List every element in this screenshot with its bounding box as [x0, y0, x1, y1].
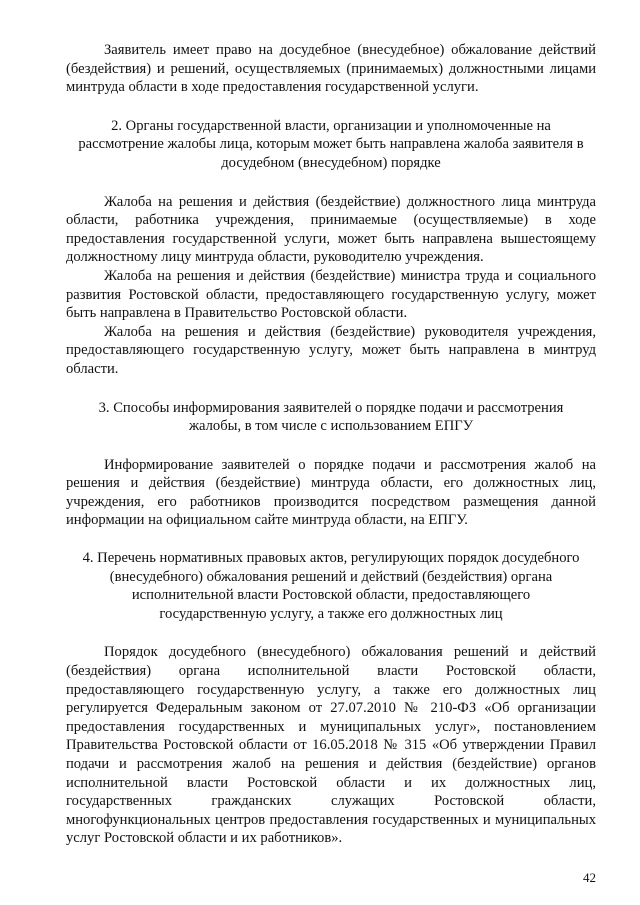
- spacer: [66, 436, 596, 456]
- spacer: [66, 97, 596, 117]
- document-page: [66, 41, 596, 848]
- spacer: [66, 379, 596, 399]
- section-2-paragraph-1: Жалоба на решения и действия (бездействие) должностного лица минтруда области, работника учреждения, принимаемые (осуществляемые) в ходе предоставления государственной услуги, может быть направлена вышестоящему должностному лицу минтруда области, руководителю учреждения.: [66, 193, 596, 266]
- spacer: [66, 530, 596, 549]
- section-4-paragraph-1: Порядок досудебного (внесудебного) обжалования решений и действий (бездействия) органа исполнительной власти Ростовской области, предоставляющего государственную услугу, а также его должностных лиц регулируется Федеральным законом от 27.07.2010 № 210-ФЗ «Об организации предоставления государственных и муниципальных услуг», постановлением Правительства Ростовской области от 16.05.2018 № 315 «Об утверждении Правил подачи и рассмотрения жалоб на решения и действия (бездействие) органов исполнительной власти Ростовской области и их должностных лиц, государственных гражданских служащих Ростовской области, многофункциональных центров предоставления государственных и муниципальных услуг Ростовской области и их работников».: [66, 644, 596, 847]
- section-2-heading: 2. Органы государственной власти, организации и уполномоченные на рассмотрение жалобы лица, которым может быть направлена жалоба заявителя в досудебном (внесудебном) порядке: [78, 117, 584, 171]
- spacer: [66, 173, 596, 193]
- section-4-heading: 4. Перечень нормативных правовых актов, регулирующих порядок досудебного (внесудебного) обжалования решений и действий (бездействия) органа исполнительной власти Ростовской области, предоставляющего государственную услугу, а также его должностных лиц: [82, 550, 580, 622]
- section-3-paragraph-1: Информирование заявителей о порядке подачи и рассмотрения жалоб на решения и действия (бездействие) минтруда области, его должностных лиц, учреждения, его работников производится посредством размещения данной информации на официальном сайте минтруда области, на ЕПГУ.: [66, 456, 596, 529]
- section-2-paragraph-2: Жалоба на решения и действия (бездействие) министра труда и социального развития Ростовской области, предоставляющего государственную услугу, может быть направлена в Правительство Ростовской области.: [66, 267, 596, 322]
- spacer: [66, 623, 596, 643]
- intro-paragraph: Заявитель имеет право на досудебное (внесудебное) обжалование действий (бездействия) и решений, осуществляемых (принимаемых) должностными лицами минтруда области в ходе предоставления государственной услуги.: [66, 42, 596, 96]
- page-number: 42: [583, 870, 596, 885]
- section-2-paragraph-3: Жалоба на решения и действия (бездействие) руководителя учреждения, предоставляющего государственную услугу, может быть направлена в минтруд области.: [66, 323, 596, 377]
- section-3-heading: 3. Способы информирования заявителей о порядке подачи и рассмотрения жалобы, в том числе с использованием ЕПГУ: [98, 399, 564, 435]
